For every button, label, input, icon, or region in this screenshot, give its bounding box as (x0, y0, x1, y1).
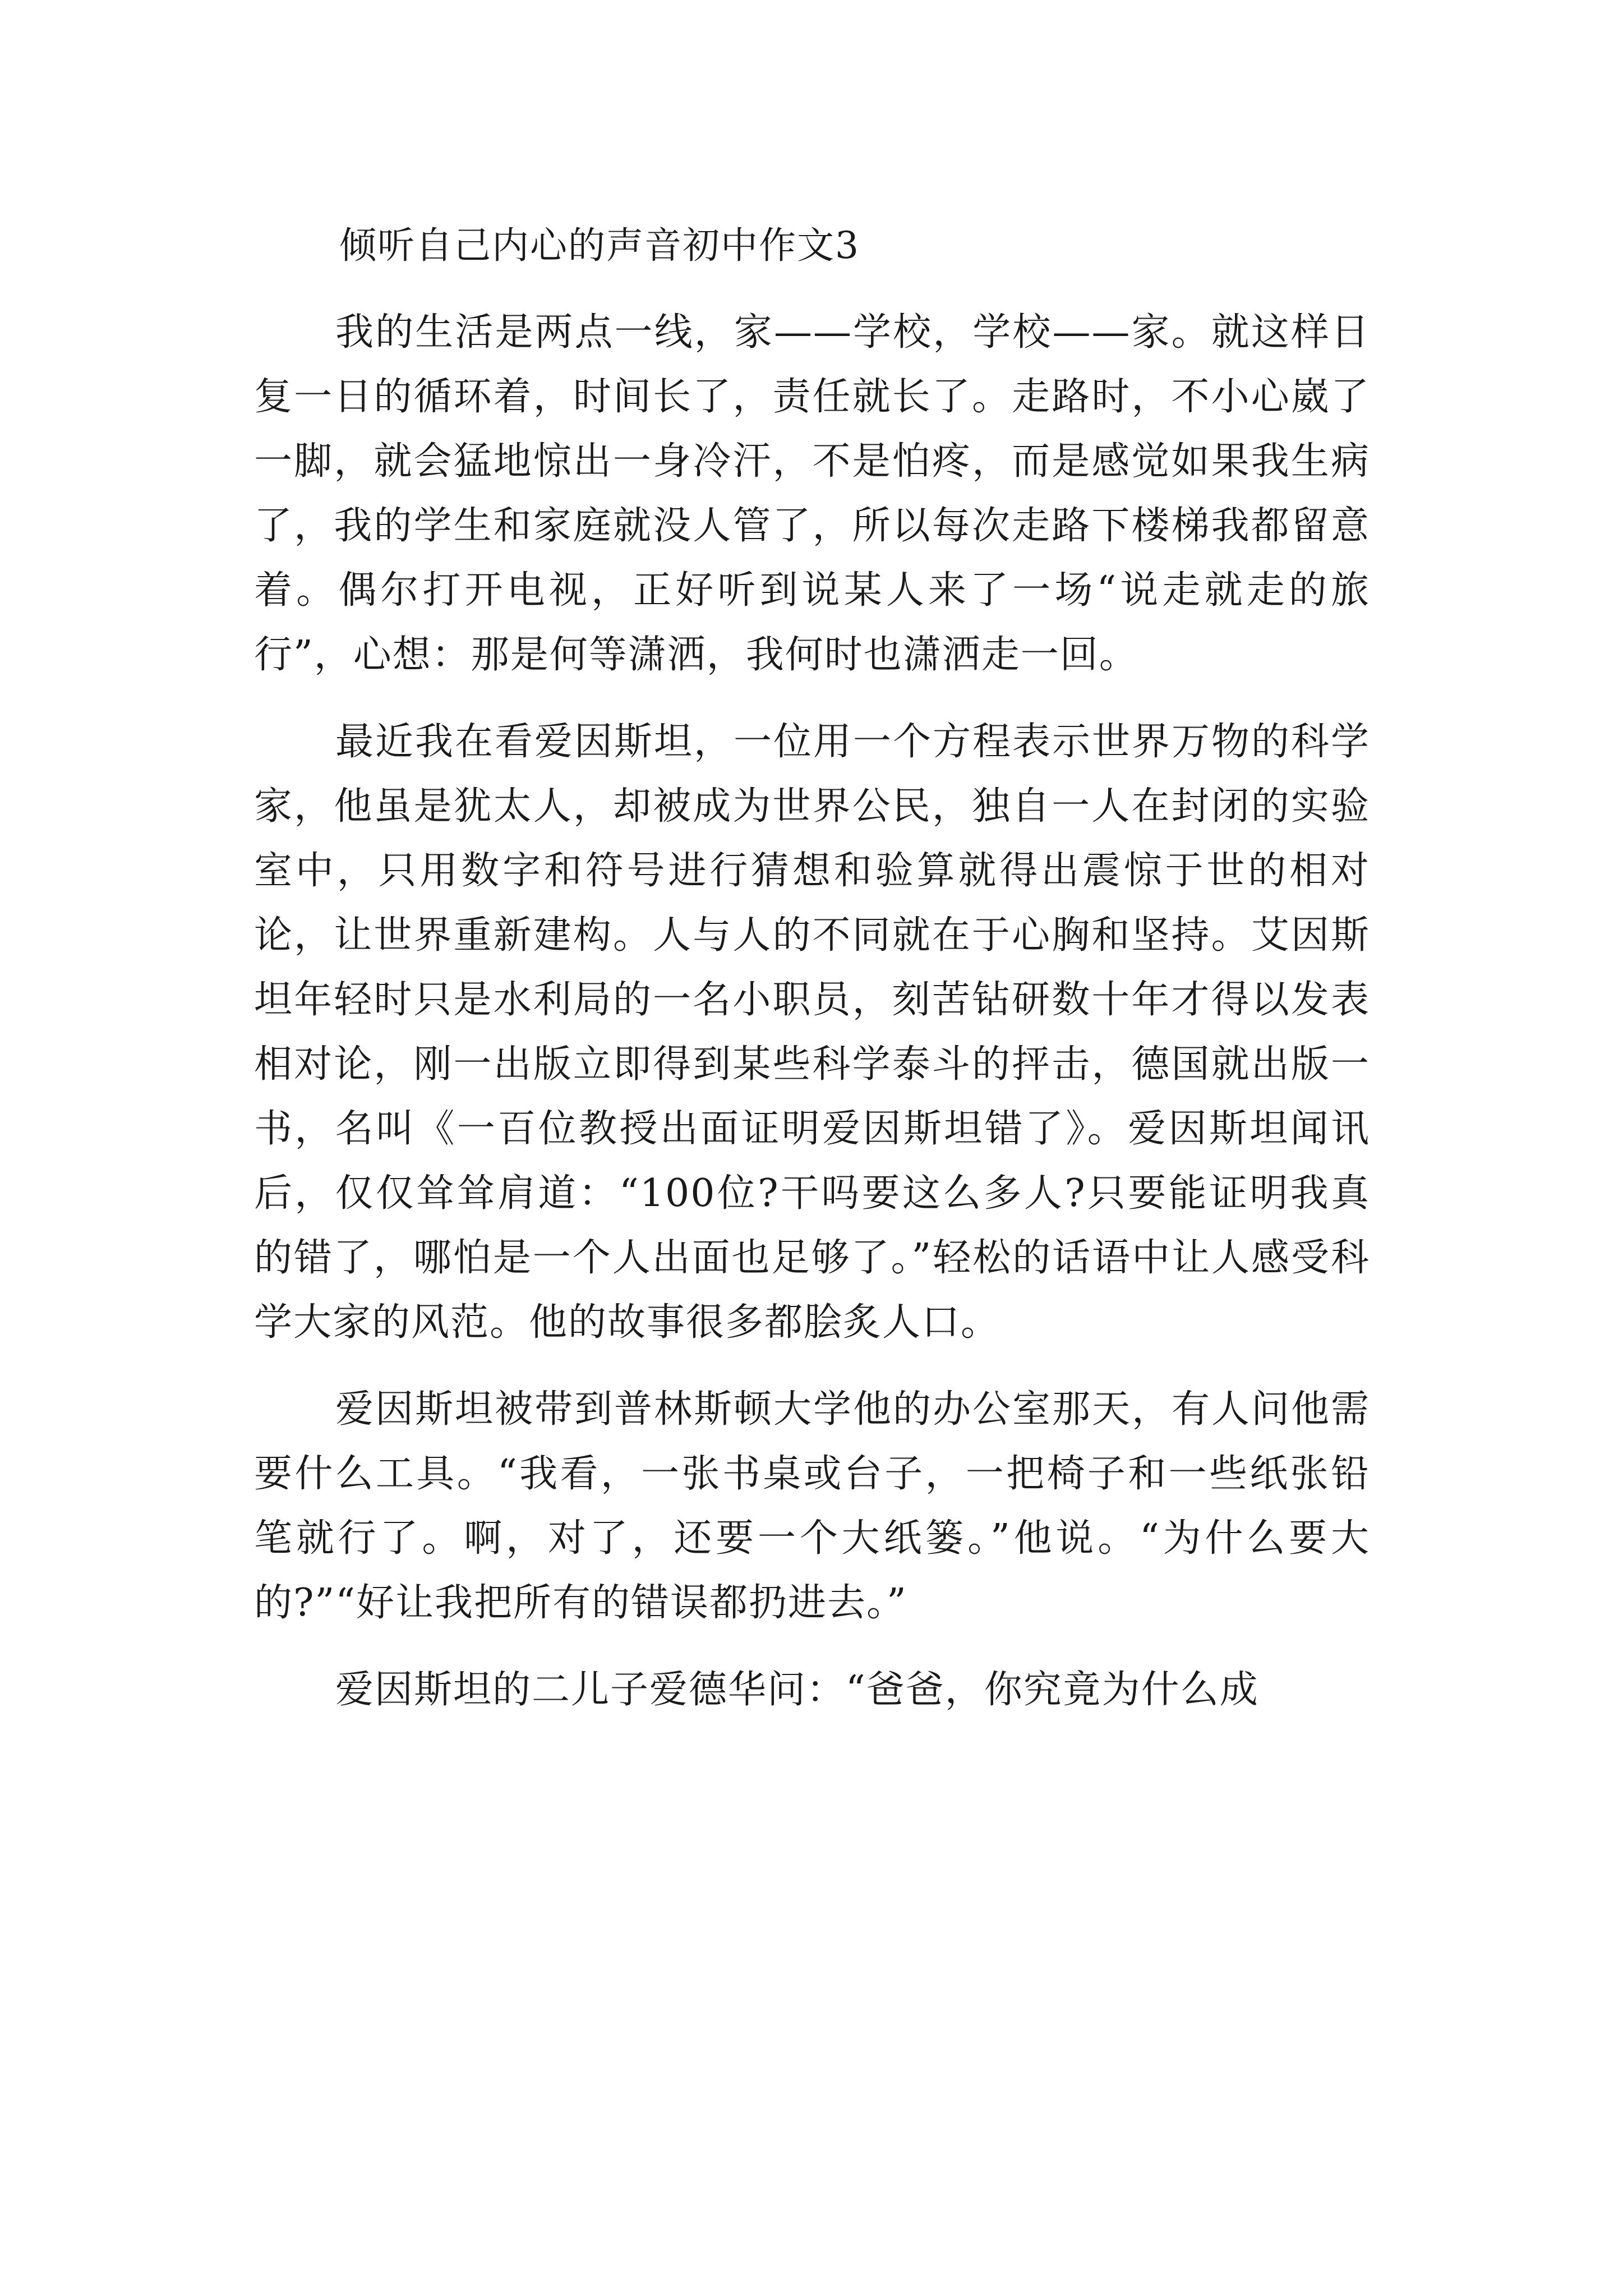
document-title: 倾听自己内心的声音初中作文3 (339, 224, 860, 267)
paragraph-1: 我的生活是两点一线，家——学校，学校——家。就这样日复一日的循环着，时间长了，责任就长了。走路时，不小心崴了一脚，就会猛地惊出一身冷汗，不是怕疼，而是感觉如果我生病了，我的学生和家庭就没人管了，所以每次走路下楼梯我都留意着。偶尔打开电视，正好听到说某人来了一场“说走就走的旅行”，心想：那是何等潇洒，我何时也潇洒走一回。 (254, 310, 1370, 677)
paragraph-3: 爱因斯坦被带到普林斯顿大学他的办公室那天，有人问他需要什么工具。“我看，一张书桌或台子，一把椅子和一些纸张铅笔就行了。啊，对了，还要一个大纸篓。”他说。“为什么要大的?”“好让我把所有的错误都扔进去。” (254, 1387, 1370, 1625)
paragraph-4: 爱因斯坦的二儿子爱德华问：“爸爸，你究竟为什么成 (335, 1668, 1259, 1712)
document-body (254, 213, 1370, 1745)
paragraph-2: 最近我在看爱因斯坦，一位用一个方程表示世界万物的科学家，他虽是犹太人，却被成为世界公民，独自一人在封闭的实验室中，只用数字和符号进行猜想和验算就得出震惊于世的相对论，让世界重新建构。人与人的不同就在于心胸和坚持。艾因斯坦年轻时只是水利局的一名小职员，刻苦钻研数十年才得以发表相对论，刚一出版立即得到某些科学泰斗的抨击，德国就出版一书，名叫《一百位教授出面证明爱因斯坦错了》。爱因斯坦闻讯后，仅仅耸耸肩道：“100位?干吗要这么多人?只要能证明我真的错了，哪怕是一个人出面也足够了。”轻松的话语中让人感受科学大家的风范。他的故事很多都脍炙人口。 (254, 720, 1370, 1345)
